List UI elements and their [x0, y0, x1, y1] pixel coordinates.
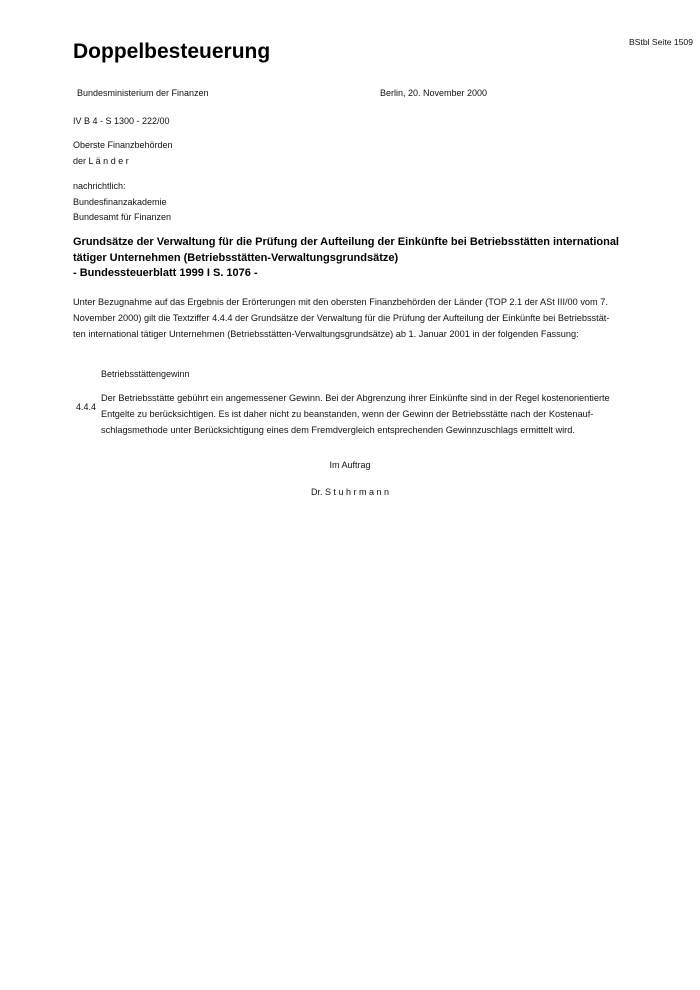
letter-date: Berlin, 20. November 2000 — [380, 88, 488, 98]
sender-name: Bundesministerium der Finanzen — [77, 88, 209, 98]
cc-line: Bundesamt für Finanzen — [73, 212, 172, 222]
section-line: Entgelte zu berücksichtigen. Es ist daher nicht zu beanstanden, wenn der Gewinn der Betriebsstätte nach der Kostenauf- — [101, 409, 594, 419]
recipient-line: Oberste Finanzbehörden — [73, 140, 173, 150]
recipient-line: der L ä n d e r — [73, 155, 129, 166]
section-paragraph — [101, 390, 621, 438]
subject-line: tätiger Unternehmen (Betriebsstätten-Verwaltungsgrundsätze) — [73, 251, 399, 264]
cc-block — [73, 179, 171, 226]
section-line: schlagsmethode unter Berücksichtigung eines dem Fremdvergleich entsprechenden Gewinnzuschlags ermittelt wird. — [101, 425, 575, 435]
page-reference: BStbl Seite 1509 — [628, 37, 693, 47]
section-line: Der Betriebsstätte gebührt ein angemessener Gewinn. Bei der Abgrenzung ihrer Einkünfte sind in der Regel kostenorientierte — [101, 393, 610, 403]
intro-line: ten international tätiger Unternehmen (Betriebsstätten-Verwaltungsgrundsätze) ab 1. Januar 2001 in der folgenden Fassung: — [73, 329, 579, 339]
recipient-block — [73, 138, 173, 169]
closing-phrase: Im Auftrag — [329, 460, 371, 470]
signature: Dr. S t u h r m a n n — [310, 487, 390, 497]
section-heading: Betriebsstättengewinn — [101, 369, 190, 379]
intro-paragraph — [73, 294, 633, 342]
intro-line: November 2000) gilt die Textziffer 4.4.4 der Grundsätze der Verwaltung für die Prüfung der Aufteilung der Einkünfte bei Betriebsstät- — [73, 313, 610, 323]
section-number: 4.4.4 — [76, 402, 97, 412]
cc-label: nachrichtlich: — [73, 181, 126, 191]
intro-line: Unter Bezugnahme auf das Ergebnis der Erörterungen mit den obersten Finanzbehörden der Länder (TOP 2.1 der ASt III/00 vom 7. — [73, 297, 608, 307]
subject-line: Grundsätze der Verwaltung für die Prüfung der Aufteilung der Einkünfte bei Betriebsstätten international — [73, 236, 619, 248]
page-title: Doppelbesteuerung — [73, 40, 271, 63]
subject-line: - Bundessteuerblatt 1999 I S. 1076 - — [73, 267, 258, 279]
cc-line: Bundesfinanzakademie — [73, 196, 167, 207]
subject-heading — [73, 235, 619, 282]
file-reference: IV B 4 - S 1300 - 222/00 — [73, 116, 170, 126]
